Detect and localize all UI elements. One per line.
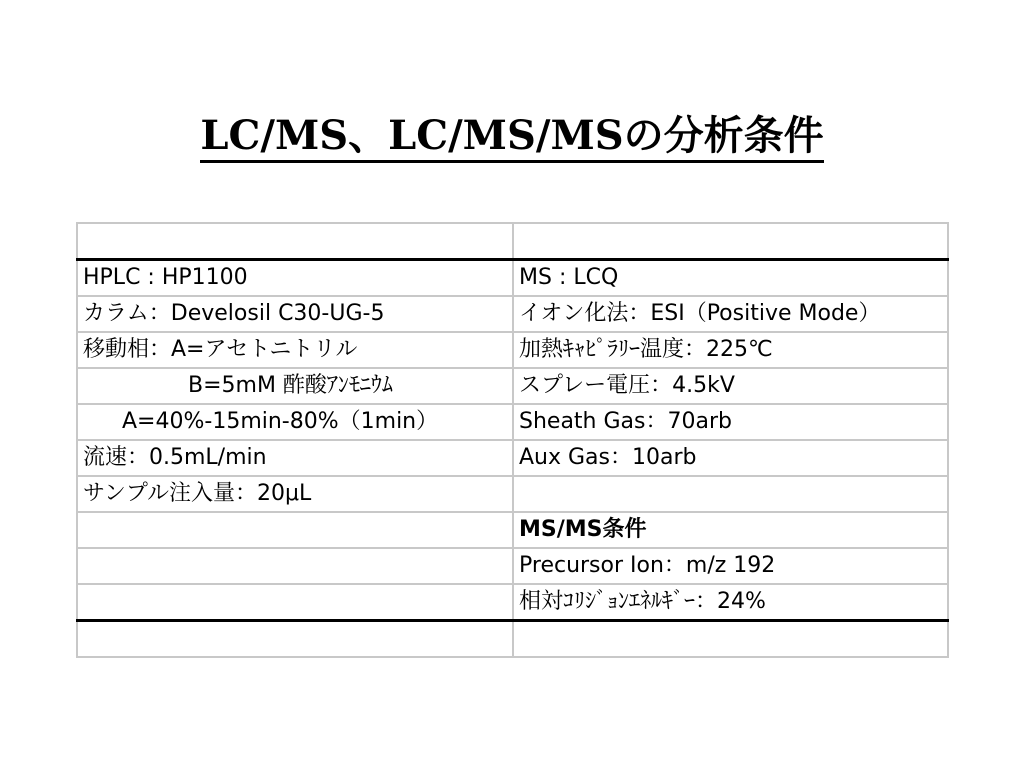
column-value: カラム：Develosil C30-UG-5 — [77, 296, 513, 332]
table-row — [77, 476, 948, 512]
msms-header: MS/MS条件 — [513, 512, 948, 548]
table-cell-left — [77, 584, 513, 621]
gradient: A=40%-15min-80%（1min） — [77, 404, 513, 440]
table-row — [77, 368, 948, 404]
spray-voltage: スプレー電圧：4.5kV — [513, 368, 948, 404]
table-cell-right — [513, 621, 948, 658]
table-cell-right — [513, 476, 948, 512]
table-cell-left — [77, 223, 513, 260]
collision-energy: 相対ｺﾘｼﾞｮﾝｴﾈﾙｷﾞｰ：24% — [513, 584, 948, 621]
injection-volume: サンプル注入量：20μL — [77, 476, 513, 512]
precursor-ion: Precursor Ion：m/z 192 — [513, 548, 948, 584]
table-row — [77, 621, 948, 658]
mobile-phase-b: B=5mM 酢酸ｱﾝﾓﾆｳﾑ — [77, 368, 513, 404]
table-row — [77, 260, 948, 297]
table-row — [77, 223, 948, 260]
table-row — [77, 440, 948, 476]
table-row — [77, 512, 948, 548]
mobile-phase-a: 移動相：A=アセトニトリル — [77, 332, 513, 368]
slide-title — [0, 108, 1024, 164]
sheath-gas: Sheath Gas：70arb — [513, 404, 948, 440]
table-cell-left — [77, 512, 513, 548]
table-row — [77, 404, 948, 440]
slide-title-text: LC/MS、LC/MS/MSの分析条件 — [200, 112, 823, 163]
flow-rate: 流速：0.5mL/min — [77, 440, 513, 476]
table-row — [77, 332, 948, 368]
table-row — [77, 296, 948, 332]
table-row — [77, 548, 948, 584]
ms-header: MS : LCQ — [513, 260, 948, 297]
capillary-temp: 加熱ｷｬﾋﾟﾗﾘｰ温度：225℃ — [513, 332, 948, 368]
table-cell-left — [77, 548, 513, 584]
ionization-value: イオン化法：ESI（Positive Mode） — [513, 296, 948, 332]
hplc-header: HPLC : HP1100 — [77, 260, 513, 297]
table-cell-right — [513, 223, 948, 260]
conditions-table — [76, 222, 949, 658]
table-cell-left — [77, 621, 513, 658]
aux-gas: Aux Gas：10arb — [513, 440, 948, 476]
table-row — [77, 584, 948, 621]
